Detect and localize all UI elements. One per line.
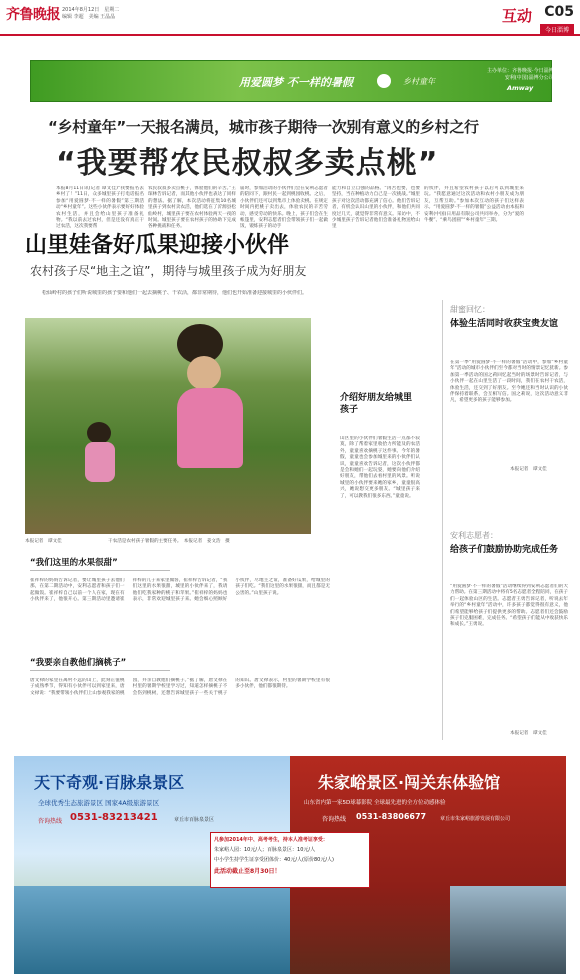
article1-headline: “我要帮农民叔叔多卖点桃” xyxy=(56,146,439,181)
article1-kicker: “乡村童年”一天报名满员，城市孩子期待一次别有意义的乡村之行 xyxy=(48,118,479,136)
issue-date: 2014年8月12日 星期二 xyxy=(62,7,120,13)
article1-col-2: 农民叔叔多卖点桃子，体验他们的辛苦。”王琛林告诉记者，而其他小伙伴也表达了同样的想法。据了解，本次活动将征集10名城里孩子到农村卖农活，他们选在了沂源县松仙岭村，城里孩子要在农村体验两天一夜的时间。城里孩子要在农村孩子的协助下完成各种挑战和任务。 xyxy=(148,186,236,230)
ad-right-phone: 0531-83806677 xyxy=(356,812,427,821)
section2-text: 唐文禄的家里在离村不远的山上，此刻正值桃子成熟季节，得知有小伙伴可以到家里来，唐文禄说：“我要带领小伙伴们上山参观我家的桃园，并亲自教他们摘桃子。”据了解，唐文禄在村里的暑期学校里学习过，知道怎样摘桃子不会伤到桃树，还想告诉城里孩子一些关于桃子的知识。唐文禄表示，村里的暑期学校里有很多小伙伴，他们都很期待。 xyxy=(30,678,330,696)
article2-side-title: 介绍好朋友给城里孩子 xyxy=(340,393,413,415)
ad-right-title: 朱家峪景区·闯关东体验馆 xyxy=(318,773,501,792)
page-code: C05 xyxy=(544,4,574,20)
article2-headline: 山里娃备好瓜果迎接小伙伴 xyxy=(25,233,290,258)
ad-left-phone-label: 咨询热线 xyxy=(38,818,63,825)
ad-left-title: 天下奇观·百脉泉景区 xyxy=(34,773,185,792)
promo-line-3: 中小学生持学生证享受团体价：40元/人(原价80元/人) xyxy=(214,857,334,863)
tourism-advertisement xyxy=(14,756,566,974)
sidebar-text-2: “用爱圆梦·不一样的暑假”活动继续得到安利志愿者们的大力帮助。在第三期活动中将有5名志愿者全程陪同，在孩子们一起体验山区的生活。志愿者王勇告诉记者，听说去年举行的“乡村童年”活动中，许多孩子都觉得很有意义，他们希望能够给孩子们提供更多的帮助。志愿者们还会鼓励孩子们克服困难，完成任务。“希望孩子们能从中收获快乐和成长。”王勇说。 xyxy=(450,584,568,628)
child-shirt xyxy=(177,388,243,468)
section2-title: “我要亲自教他们摘桃子” xyxy=(30,658,127,668)
section2-divider xyxy=(30,670,170,671)
child2-head xyxy=(87,422,111,444)
ancient-village-photo xyxy=(450,886,566,974)
section1-title: “我们这里的水果很甜” xyxy=(30,558,118,568)
sidebar-tag-1: 甜蜜回忆： xyxy=(450,305,490,314)
banner-sponsors xyxy=(487,68,554,82)
sidebar-tag-2: 安利志愿者： xyxy=(450,531,498,540)
ad-right-phone-label: 咨询热线 xyxy=(322,816,347,823)
issue-editors: 编辑 李超 美编 王晶晶 xyxy=(62,14,116,20)
article1-col-5: 的伙伴，并且希望农村孩子以后可以到城里来玩。“我愿意通过这次活动和农村小朋友成为朋友，互帮互助。”参加本次互动的孩子们这样表示。“用爱圆梦·不一样的暑假”公益活动由本报和安利(中国)日用品有限公司共同举办，分为“爱的牛餐”、“乘鸟团圆”“乡村童年”三期。 xyxy=(424,186,524,224)
sidebar-text-1: 在第一季“用爱圆梦·不一样的暑假”活动中，参加“乡村童年”活动的城市小伙伴们至今都对当时的情景记忆犹新。参加第一季活动的国之莉回忆起当时的场景时告诉记者，与小伙伴一起在山里生活了一段时间，我们在农村干农活，体验生活，还交到了好朋友。至今她还和当时认识的小伙伴保持着联系，会互相写信。国之莉说，这次活动意义非凡，希望更多的孩子能够参加。 xyxy=(450,360,568,404)
banner-program: 乡村童年 xyxy=(403,77,435,86)
section-name: 互动 xyxy=(501,7,532,25)
article1-col-3: 届时，参加活动的小伙伴们会在安利志愿者的陪同下，跟村民一起到桃园收桃。之后，小伙伴们还可以到集市上体验卖桃。在规定时间内把桃子卖出去，体验农民的辛苦劳动，感受劳动的快乐。晚上，孩子们会在生帐篷里，安利志愿者们会带领孩子们一起做饭，锻炼孩子的动手 xyxy=(240,186,328,230)
sidebar-divider xyxy=(442,300,443,740)
photo-caption: 干农活是农村孩子暑假的主要任务。 本报记者 姜文浩 摄 xyxy=(108,539,230,544)
ad-left-subtitle: 全球优秀生态旅游景区 国家4A级旅游景区 xyxy=(38,799,160,807)
sidebar-headline-2: 给孩子们鼓励协助完成任务 xyxy=(450,545,559,555)
amway-logo: Amway xyxy=(507,84,534,92)
children-farming-photo xyxy=(25,318,311,534)
article2-byline: 本报记者 谭文佳 xyxy=(25,539,62,544)
newspaper-logo: 齐鲁晚报 xyxy=(6,7,60,23)
sponsor-line-2: 安利(中国)淄博分公司 xyxy=(504,75,554,81)
child-face xyxy=(187,356,221,390)
program-logo-icon xyxy=(377,74,391,88)
article1-col-1: 本报8月11日讯(记者 谭文佳)“我要报名去乡村了！”11日，众多城里孩子打电话报名参加“用爱圆梦·不一样的暑假”第三期活动“乡村童年”。这些小伙伴表示要好好体验农村生活，并且会给山里孩子准备礼物。“我以前去过农村，但是还没有真正干过农活，这次我要帮 xyxy=(56,186,144,230)
ad-right-subtitle: 山东省内第一家5D球幕影院 全球最先进的全方位动感体验 xyxy=(304,800,446,806)
issue-info xyxy=(62,7,119,21)
ad-left-address: 章丘市百脉泉景区 xyxy=(174,817,215,823)
promo-line-1: 凡参加2014年中、高考考生，持本人准考证享受： xyxy=(214,837,328,843)
sidebar-byline-1: 本报记者 谭文佳 xyxy=(510,467,547,472)
city-edition-tag: 今日淄博 xyxy=(540,24,574,35)
article2-lead: 松仙岭村的孩子们听说城里的孩子要和他们一起去摘桃子、干农活，都非常期待，他们也开始准备迎接城里的小伙伴们。 xyxy=(42,290,308,296)
header-divider xyxy=(0,34,580,36)
article2-subheadline: 农村孩子尽“地主之谊”，期待与城里孩子成为好朋友 xyxy=(30,264,307,278)
section1-text: 崔祥梓的妈妈告诉记者，要让城里孩子去他们那，在第二期活动中，安利志愿者和孩子们一起做饭。崔祥梓自己以前一个人在家，现在有小伙伴来了，他很开心。第三期活动里邀请崔祥梓的儿子来家里做客，崔祥梓告诉记者，“我们这里的水果很甜，城里的小伙伴来了，我请他们吃我家种的桃子和苹果。”崔祥梓的妈妈也表示，非常欢迎城里孩子来。她会细心照顾好小伙伴，尽地主之谊，准备好瓜果，给城里的孩子们吃。“我们这里的水果很甜，而且都是无公害的。”山里孩子说。 xyxy=(30,578,330,603)
promo-line-2: 朱家峪人园：10元/人；百脉泉景区：10元/人 xyxy=(214,847,316,853)
promo-deadline: 此活动截止至8月30日！ xyxy=(214,868,281,875)
article1-col-4: 能力和自立自强的品格。“再苦也要，也要坚持，当在种植动力自己是一次挑战。”城里孩子对这次活动都充满了信心。他们告诉记者，有机会认识山里的小伙伴，和他们共同度过几天，就觉得非常有意义。采访中，不少城里孩子告诉记者他们会准备礼物送给山里 xyxy=(332,186,420,230)
spring-scenery-photo xyxy=(14,886,290,974)
student-promo-box xyxy=(210,832,370,888)
section1-divider xyxy=(30,570,170,571)
sidebar-byline-2: 本报记者 谭文佳 xyxy=(510,731,547,736)
campaign-banner xyxy=(30,60,552,102)
child2-shirt xyxy=(85,442,115,482)
article2-side-text: 山区里的小伙伴们暑假生活一点都不寂寞，除了帮着家里收拾力所能及的农活外，童童喜欢摘桃子这件事。今年的暑假，童童也会参加城里来的小伙伴们认识，童童喜欢告诉记者，这次小伙伴都是会和她们一起玩耍，她要向他们介绍好朋友，带他们去看村里的风景。听说城里的小伙伴要来她的家乡，童童很高兴，她说想交更多朋友。“城里孩子来了，可以教我们很多东西。”童童说。 xyxy=(340,436,420,499)
sponsor-line-1: 主办单位：齐鲁晚报·今日淄博 xyxy=(487,68,554,74)
banner-slogan: 用爱圆梦 不一样的暑假 xyxy=(239,76,353,89)
sidebar-headline-1: 体验生活同时收获宝贵友谊 xyxy=(450,319,559,329)
ad-left-phone: 0531-83213421 xyxy=(70,812,158,823)
ad-right-address: 章丘市朱家峪旅游发展有限公司 xyxy=(440,816,511,822)
